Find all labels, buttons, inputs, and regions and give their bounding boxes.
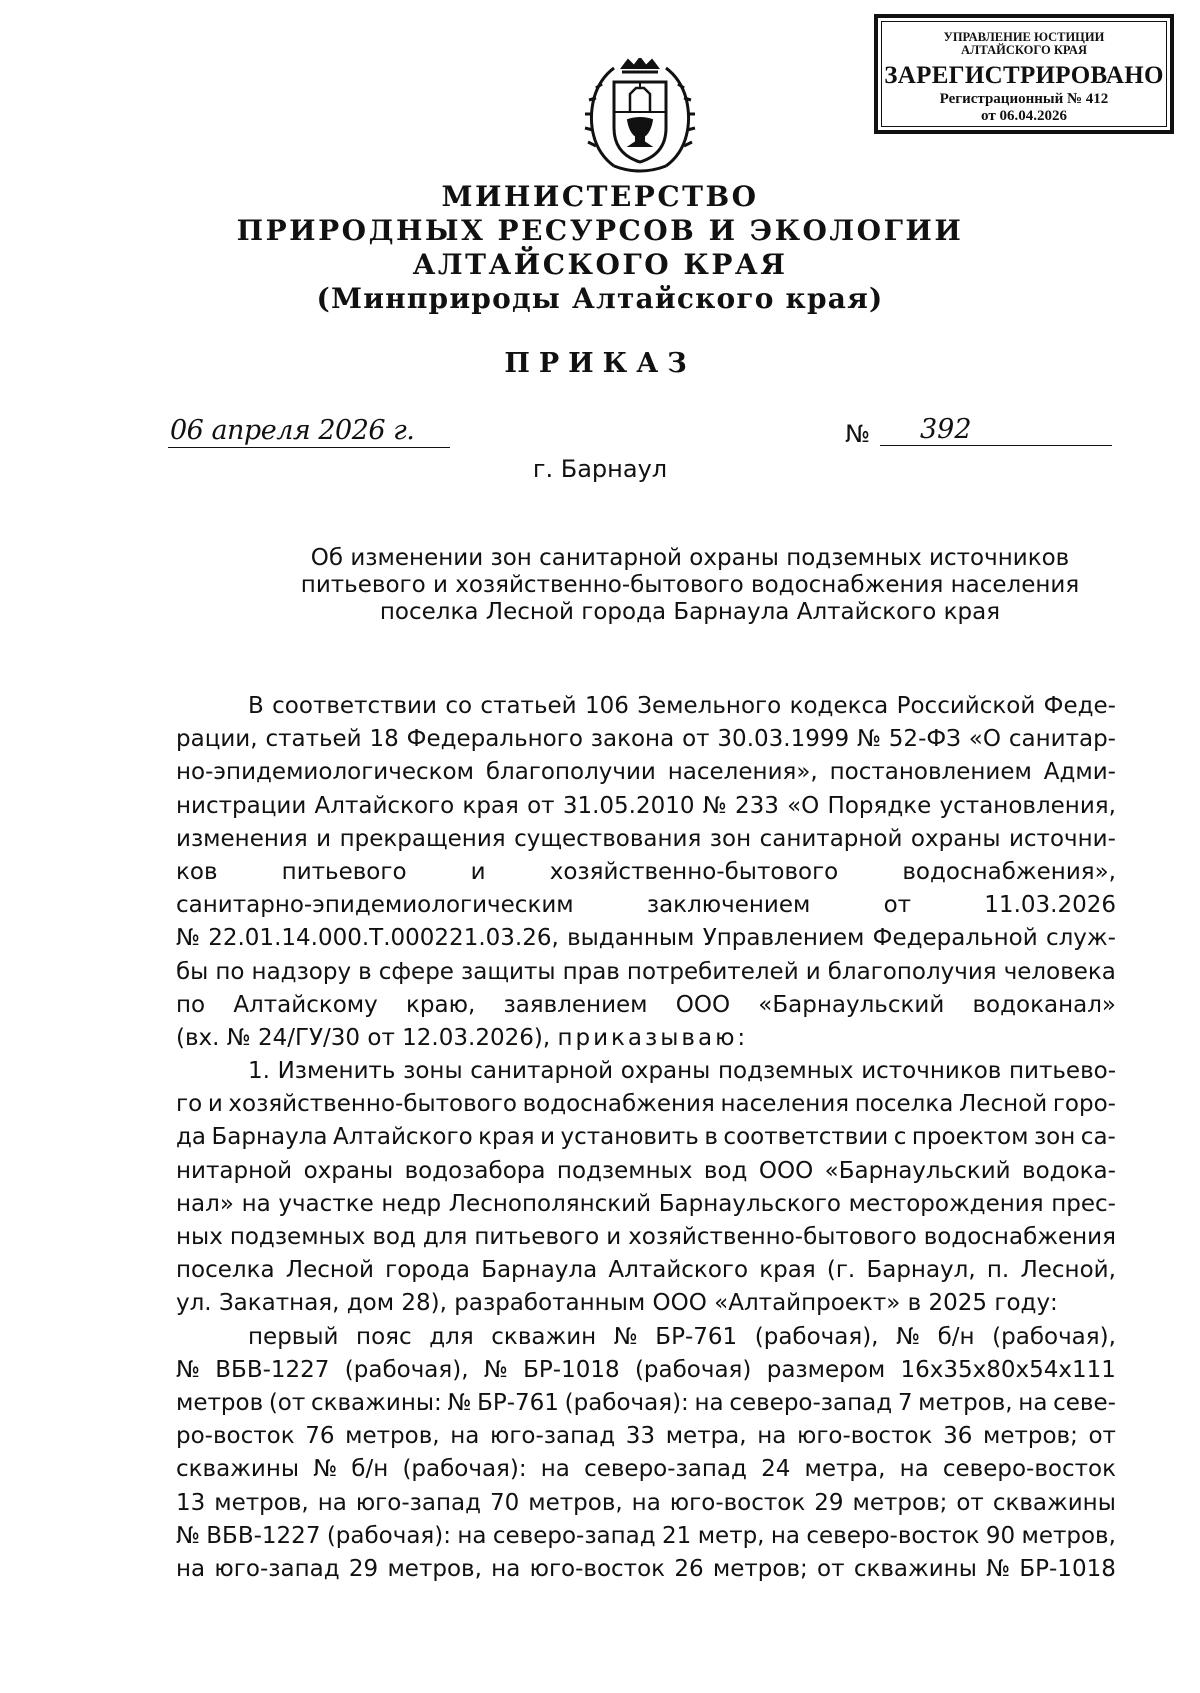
body-line (176, 1553, 1116, 1586)
body-word: БР-1018 (523, 1356, 620, 1383)
body-word: нистрации (176, 792, 307, 819)
body-word: и (540, 1124, 556, 1151)
body-word: благополучия (827, 958, 997, 985)
ministry-header-line3: АЛТАЙСКОГО КРАЯ (412, 248, 788, 281)
body-word: хозяйственно-бытового (228, 1091, 517, 1118)
body-word: Алтайскому (233, 991, 378, 1018)
body-word: изменения (176, 825, 308, 852)
body-word: Барнаульского (658, 1190, 841, 1217)
body-word: № (613, 1323, 638, 1350)
body-word: 29 (348, 1555, 379, 1582)
body-word: закона (590, 726, 675, 753)
body-word: (рабочая): (402, 1456, 527, 1483)
body-word: бы (176, 958, 209, 985)
body-word: благополучии (485, 759, 656, 786)
body-word: на (694, 1389, 724, 1416)
body-word: поселка (854, 1091, 954, 1118)
body-line (176, 1188, 1116, 1221)
subject-line: Об изменении зон санитарной охраны подземных источников (310, 545, 1070, 571)
body-word: скважин (491, 1323, 597, 1350)
body-word: служ- (1045, 925, 1116, 952)
body-word: ных (176, 1224, 223, 1250)
body-word: потребителей (626, 958, 799, 985)
body-word: на (457, 1522, 487, 1549)
body-word: метров, (1021, 1522, 1116, 1549)
body-line (176, 1520, 1116, 1553)
body-word: со (445, 693, 473, 719)
body-word: водока- (1022, 1157, 1116, 1184)
body-word: году: (994, 1290, 1058, 1317)
body-word: да (176, 1124, 206, 1151)
document-type-title: ПРИКАЗ (504, 348, 696, 379)
body-word: соответствии (723, 1124, 889, 1151)
body-word: Барнаула (481, 1257, 598, 1284)
body-line (176, 1387, 1116, 1420)
ministry-header-line2: ПРИРОДНЫХ РЕСУРСОВ И ЭКОЛОГИИ (236, 214, 964, 247)
body-word: ВБВ-1227 (215, 1356, 330, 1383)
body-word: Федерального (406, 726, 583, 753)
body-line (176, 1287, 1116, 1320)
body-word: но-эпидемиологическом (176, 759, 474, 786)
body-word: надзору (251, 958, 352, 985)
body-word: № (447, 1389, 472, 1416)
body-word: города (385, 1257, 470, 1284)
body-word: (рабочая): (564, 1389, 689, 1416)
body-line (176, 1321, 1116, 1354)
body-word: от (817, 1555, 845, 1582)
altai-coat-of-arms-icon (584, 58, 696, 176)
body-word: выданным (567, 925, 695, 952)
body-word: на (757, 1423, 787, 1450)
body-word: юго-запад (489, 1423, 616, 1450)
body-word: Закатная, (218, 1290, 340, 1317)
body-word: края (478, 1124, 535, 1151)
body-word: 21 (662, 1522, 692, 1549)
body-word: северо-запад (584, 1456, 747, 1483)
body-word: дом (346, 1290, 395, 1317)
body-line (176, 1354, 1116, 1387)
body-word: постановлением (829, 759, 1032, 786)
body-word: проектом (911, 1124, 1029, 1151)
body-word: Лесной, (1020, 1257, 1116, 1284)
body-word: Леснополянский (448, 1190, 652, 1217)
body-word: нал» (176, 1190, 234, 1217)
body-word: ООО (652, 1290, 707, 1317)
body-word: 233 (734, 792, 779, 819)
body-word: Порядке (827, 792, 932, 819)
handwritten-date: 06 апреля 2026 г. (170, 415, 415, 446)
stamp-status: ЗАРЕГИСТРИРОВАНО (884, 62, 1164, 89)
body-word: по (176, 991, 206, 1018)
body-word: на (241, 1190, 271, 1217)
body-word: (рабочая) (634, 1356, 752, 1383)
body-line (176, 823, 1116, 856)
order-subject (290, 545, 1090, 626)
body-word: от (1088, 1423, 1116, 1450)
stamp-organization (882, 31, 1166, 57)
body-word: и (316, 825, 332, 852)
body-word: метра, (665, 1423, 747, 1450)
body-word: БР-761 (655, 1323, 738, 1350)
body-word: краю, (406, 991, 476, 1018)
body-word: населения (720, 1091, 850, 1118)
body-word: нитарной (176, 1157, 293, 1184)
body-word: ООО (758, 1157, 814, 1184)
body-word: «О (968, 726, 1001, 753)
ministry-header (0, 180, 1200, 316)
body-word: скважины (853, 1555, 977, 1582)
body-line (176, 889, 1116, 922)
body-word: скважины (176, 1456, 300, 1483)
body-word: метров, (528, 1489, 623, 1516)
body-word: «О (787, 792, 820, 819)
body-word: санитарной (759, 825, 903, 852)
body-word: вод (703, 1157, 748, 1184)
body-word: Изменить (277, 1058, 396, 1085)
body-word: Барнаула (211, 1124, 328, 1151)
body-word: Российской (896, 693, 1036, 719)
body-word: 30.03.1999 (717, 726, 850, 753)
body-word: 31.05.2010 (562, 792, 695, 819)
body-word: участке (278, 1190, 374, 1217)
body-word: 70 (489, 1489, 520, 1516)
body-word: человека (1003, 958, 1116, 985)
body-word: (от (268, 1389, 306, 1416)
body-word: сфере (378, 958, 454, 985)
ministry-short-name: (Минприроды Алтайского края) (316, 282, 884, 315)
body-word: «Алтайпроект» (714, 1290, 901, 1317)
body-word: ООО (675, 991, 731, 1018)
body-word: от (883, 892, 912, 919)
body-line (176, 989, 1116, 1022)
stamp-registration-number: Регистрационный № 412 (939, 91, 1109, 107)
body-word: питьевого (474, 1224, 600, 1250)
body-word: и (470, 858, 486, 885)
body-line (176, 856, 1116, 889)
body-word: прекращения (339, 825, 506, 852)
body-word: месторождения (848, 1190, 1044, 1217)
body-word: подземных (556, 1157, 693, 1184)
body-word: 1. (248, 1058, 270, 1085)
body-word: метров; (712, 1555, 808, 1582)
body-word: на (1018, 1389, 1048, 1416)
body-word: охраны (620, 1058, 711, 1085)
body-word: (г. (826, 1257, 856, 1284)
body-word: Лесной (959, 1091, 1048, 1118)
body-word: 26 (674, 1555, 704, 1582)
body-word: метров (176, 1389, 264, 1416)
body-word: Барнаул, (866, 1257, 976, 1284)
body-word: ков (176, 858, 218, 885)
body-word: 13 (176, 1489, 206, 1516)
body-word: Лесной (285, 1257, 374, 1284)
ministry-header-line1: МИНИСТЕРСТВО (441, 180, 759, 213)
body-word: вод (372, 1224, 416, 1250)
body-word: статьей (265, 726, 362, 753)
body-word: Управлением (702, 925, 865, 952)
body-word: статьей (480, 693, 577, 719)
body-word: питьевого (281, 858, 407, 885)
body-line (176, 790, 1116, 823)
body-word: на (540, 1456, 570, 1483)
body-word: БР-1018 (1019, 1555, 1116, 1582)
body-word: са- (1080, 1124, 1116, 1151)
body-word: № (176, 1522, 200, 1549)
body-word: рации, (176, 726, 258, 753)
handwritten-number: 392 (920, 414, 972, 445)
body-word: водоснабжения (923, 1224, 1116, 1250)
body-word: от (682, 726, 710, 753)
body-word: источни- (1008, 825, 1116, 852)
body-word: № (483, 1356, 508, 1383)
body-word: 22.01.14.000.Т.000221.03.26, (208, 925, 559, 952)
body-word: в (704, 1124, 718, 1151)
body-line-text: (вх. № 24/ГУ/30 от 12.03.2026), (176, 1024, 551, 1051)
body-word: горо- (1052, 1091, 1116, 1118)
body-word: на (899, 1456, 929, 1483)
body-word: № (176, 1356, 200, 1383)
body-word: на (631, 1489, 661, 1516)
body-word: Земельного (637, 693, 782, 719)
body-line (176, 1254, 1116, 1287)
body-word: № (176, 925, 200, 952)
body-word: на (450, 1423, 480, 1450)
order-body (176, 690, 1116, 1586)
body-word: защиты (461, 958, 556, 985)
body-word: б/н (937, 1323, 975, 1350)
body-line (176, 922, 1116, 955)
body-word: (рабочая): (326, 1522, 451, 1549)
body-word: кодекса (789, 693, 889, 719)
body-word: скважины (992, 1489, 1116, 1516)
body-word: Алтайского (314, 792, 455, 819)
body-word: метров; (982, 1423, 1078, 1450)
body-word: 90 (985, 1522, 1016, 1549)
body-word: края (759, 1257, 816, 1284)
body-word: охраны (910, 825, 1001, 852)
body-word: (рабочая), (992, 1323, 1116, 1350)
body-word: по (215, 958, 245, 985)
body-word: в (907, 1290, 922, 1317)
body-word: скважины: (310, 1389, 442, 1416)
body-word: пояс (356, 1323, 412, 1350)
body-word: недр (381, 1190, 442, 1217)
body-word: Алтайского (608, 1257, 749, 1284)
body-word: северо-восток (942, 1456, 1116, 1483)
body-word: 18 (369, 726, 399, 753)
body-word: питьево- (1008, 1058, 1116, 1085)
body-word: № (313, 1456, 338, 1483)
body-word: (рабочая), (754, 1323, 879, 1350)
body-word: метра, (804, 1456, 886, 1483)
body-word: п. (986, 1257, 1010, 1284)
body-word: заключением (646, 892, 811, 919)
body-word: № (702, 792, 727, 819)
body-word: санитарно-эпидемиологическим (176, 892, 574, 919)
body-word: юго-восток (669, 1489, 806, 1516)
body-word: ул. (176, 1290, 212, 1317)
body-line (176, 1453, 1116, 1486)
body-word: северо-запад (729, 1389, 893, 1416)
subject-line: питьевого и хозяйственно-бытового водоснабжения населения (300, 572, 1080, 598)
stamp-org-line1: УПРАВЛЕНИЕ ЮСТИЦИИ (943, 30, 1105, 44)
body-word: хозяйственно-бытового (628, 1224, 917, 1250)
body-word: Феде- (1043, 693, 1116, 719)
body-word: размером (766, 1356, 886, 1383)
body-word: водоснабжения (522, 1091, 715, 1118)
body-word: 52-ФЗ (888, 726, 961, 753)
body-word: № (857, 726, 881, 753)
body-word: юго-запад (355, 1489, 481, 1516)
order-word: приказываю: (557, 1024, 749, 1051)
body-word: юго-восток (529, 1555, 666, 1582)
body-word: «Барнаульский (824, 1157, 1011, 1184)
body-word: 106 (585, 693, 629, 719)
body-word: № (986, 1555, 1011, 1582)
body-line (176, 1022, 1116, 1055)
body-word: № (896, 1323, 920, 1350)
body-word: установить (560, 1124, 699, 1151)
body-word: го (176, 1091, 203, 1118)
body-word: БР-761 (477, 1389, 559, 1416)
number-label: № (845, 420, 870, 448)
body-word: севе- (1053, 1389, 1116, 1416)
body-word: северо-запад (492, 1522, 656, 1549)
body-word: от (956, 1489, 984, 1516)
body-line (176, 1420, 1116, 1453)
body-word: юго-запад (214, 1555, 340, 1582)
stamp-registration-date: от 06.04.2026 (981, 108, 1067, 124)
body-word: подземных (229, 1224, 366, 1250)
body-word: водоснабжения», (902, 858, 1116, 885)
body-word: установления, (939, 792, 1116, 819)
body-word: водоканал» (972, 991, 1116, 1018)
body-word: охраны (303, 1157, 394, 1184)
body-word: прав (562, 958, 620, 985)
body-word: от (527, 792, 555, 819)
body-word: зоны (403, 1058, 463, 1085)
body-word: 16х35х80х54х111 (900, 1356, 1116, 1383)
body-word: метров; (852, 1489, 948, 1516)
body-word: и (207, 1091, 223, 1118)
stamp-inner-frame (881, 21, 1167, 127)
body-line (176, 1221, 1116, 1254)
body-word: Адми- (1043, 759, 1116, 786)
body-word: подземных (717, 1058, 854, 1085)
body-line (176, 756, 1116, 789)
body-word: 28), (401, 1290, 447, 1317)
body-word: с (893, 1124, 907, 1151)
number-underline (880, 445, 1112, 446)
body-word: ВБВ-1227 (206, 1522, 321, 1549)
subject-line: поселка Лесной города Барнаула Алтайского края (379, 599, 1001, 625)
date-underline (168, 447, 450, 448)
body-word: источников (861, 1058, 1002, 1085)
body-line (176, 690, 1116, 723)
body-word: разработанным (454, 1290, 646, 1317)
body-word: соответствии (272, 693, 437, 719)
body-word: первый (248, 1323, 339, 1350)
body-word: «Барнаульский (758, 991, 945, 1018)
body-word: метров, (918, 1389, 1013, 1416)
body-word: (рабочая), (344, 1356, 469, 1383)
body-line (176, 956, 1116, 989)
body-word: 24 (761, 1456, 791, 1483)
body-word: края (462, 792, 519, 819)
body-word: 76 (305, 1423, 335, 1450)
body-word: В (248, 693, 264, 719)
body-word: юго-восток (796, 1423, 933, 1450)
body-word: зон (1033, 1124, 1076, 1151)
body-word: для (429, 1323, 474, 1350)
body-word: зон (709, 825, 752, 852)
registration-stamp (874, 14, 1174, 134)
body-word: метров, (345, 1423, 440, 1450)
body-word: ро-восток (176, 1423, 295, 1450)
body-word: прес- (1051, 1190, 1116, 1217)
body-word: метров, (214, 1489, 309, 1516)
body-word: метр, (697, 1522, 765, 1549)
body-word: Алтайского (333, 1124, 473, 1151)
body-line (176, 1487, 1116, 1520)
body-word: 29 (814, 1489, 844, 1516)
body-word: на (176, 1555, 206, 1582)
body-word: 33 (625, 1423, 656, 1450)
city-label: г. Барнаул (532, 455, 668, 483)
body-word: на (770, 1522, 800, 1549)
body-line (176, 1155, 1116, 1188)
body-line (176, 1088, 1116, 1121)
body-word: 7 (897, 1389, 913, 1416)
body-word: для (422, 1224, 468, 1250)
body-word: заявлением (503, 991, 648, 1018)
body-word: водозабора (404, 1157, 546, 1184)
body-word: 11.03.2026 (984, 892, 1116, 919)
body-word: существования (514, 825, 702, 852)
body-word: северо-восток (806, 1522, 980, 1549)
stamp-org-line2: АЛТАЙСКОГО КРАЯ (961, 43, 1087, 57)
body-word: на (491, 1555, 521, 1582)
body-word: санитар- (1008, 726, 1116, 753)
body-word: метров, (387, 1555, 482, 1582)
body-word: 2025 (928, 1290, 988, 1317)
body-line (176, 1055, 1116, 1088)
body-word: населения», (667, 759, 818, 786)
body-word: и (805, 958, 821, 985)
body-line (176, 1121, 1116, 1154)
body-word: на (317, 1489, 347, 1516)
body-word: б/н (351, 1456, 389, 1483)
body-word: 36 (943, 1423, 973, 1450)
body-word: Федеральной (872, 925, 1038, 952)
body-line (176, 723, 1116, 756)
body-word: хозяйственно-бытового (549, 858, 839, 885)
body-word: санитарной (470, 1058, 614, 1085)
body-word: и (606, 1224, 622, 1250)
body-word: поселка (176, 1257, 275, 1284)
body-word: в (358, 958, 372, 985)
